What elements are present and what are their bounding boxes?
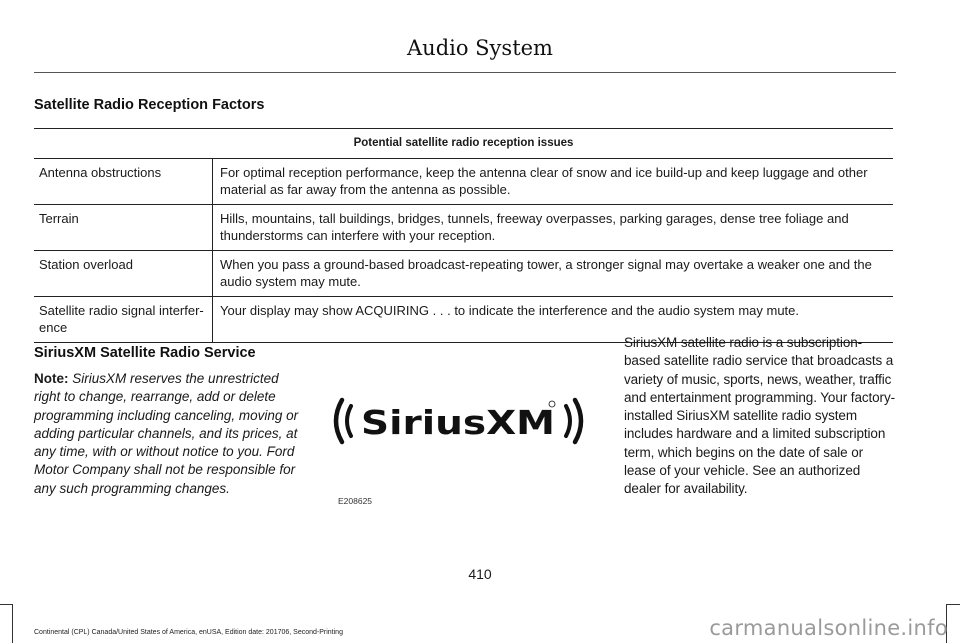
figure-id: E208625: [338, 496, 373, 506]
reception-heading: Satellite Radio Reception Factors: [34, 97, 265, 113]
table-row: [34, 205, 893, 251]
issue-cell: Station overload: [34, 251, 213, 297]
service-note: [34, 370, 306, 498]
note-label: Note:: [34, 371, 69, 386]
table-header: Potential satellite radio reception issues: [34, 129, 893, 159]
signal-wave-left-inner: [347, 406, 351, 436]
description-cell: Hills, mountains, tall buildings, bridges, tunnels, freeway overpasses, parking garages, dense tree foliage and thunderstorms can interfere with your reception.: [213, 205, 894, 251]
issue-cell: Satellite radio signal interfer-ence: [34, 297, 213, 343]
crop-mark-right-h: [946, 604, 960, 605]
reception-issues-table: [34, 128, 893, 343]
site-watermark: carmanualsonline.info: [709, 616, 948, 640]
edition-footer: Continental (CPL) Canada/United States of America, enUSA, Edition date: 201706, Second-Printing: [34, 629, 343, 636]
service-heading: SiriusXM Satellite Radio Service: [34, 345, 256, 361]
page-number: 410: [468, 566, 492, 582]
siriusxm-logo: [328, 392, 590, 450]
table-header-row: [34, 129, 893, 159]
service-description: SiriusXM satellite radio is a subscription-based satellite radio service that broadcasts a variety of music, sports, news, weather, traffic and entertainment programming. Your factory-installed SiriusXM satellite radio system includes hardware and a limited subscription term, which begins on the date of sale or lease of your vehicle. See an authorized dealer for availability.: [624, 335, 895, 497]
signal-wave-right-inner: [566, 406, 570, 436]
crop-mark-left: [12, 604, 13, 643]
logo-wordmark: SiriusXM: [361, 403, 555, 442]
description-cell: Your display may show ACQUIRING . . . to indicate the interference and the audio system may mute.: [213, 297, 894, 343]
note-text: SiriusXM reserves the unrestricted right to change, rearrange, add or delete programming including canceling, moving or adding particular channels, and its prices, at any time, with or without notice to you. Ford Motor Company shall not be responsible for any such programming changes.: [34, 371, 299, 496]
description-cell: When you pass a ground-based broadcast-repeating tower, a stronger signal may overtake a weaker one and the audio system may mute.: [213, 251, 894, 297]
crop-mark-left-h: [0, 604, 12, 605]
description-cell: For optimal reception performance, keep the antenna clear of snow and ice build-up and keep luggage and other material as far away from the antenna as possible.: [213, 159, 894, 205]
table-row: [34, 159, 893, 205]
table-row: [34, 251, 893, 297]
signal-wave-left-outer: [336, 400, 342, 442]
issue-cell: Antenna obstructions: [34, 159, 213, 205]
signal-wave-right-outer: [575, 400, 581, 442]
issue-cell: Terrain: [34, 205, 213, 251]
header-divider: [34, 72, 896, 73]
page-header-title: Audio System: [407, 36, 553, 60]
